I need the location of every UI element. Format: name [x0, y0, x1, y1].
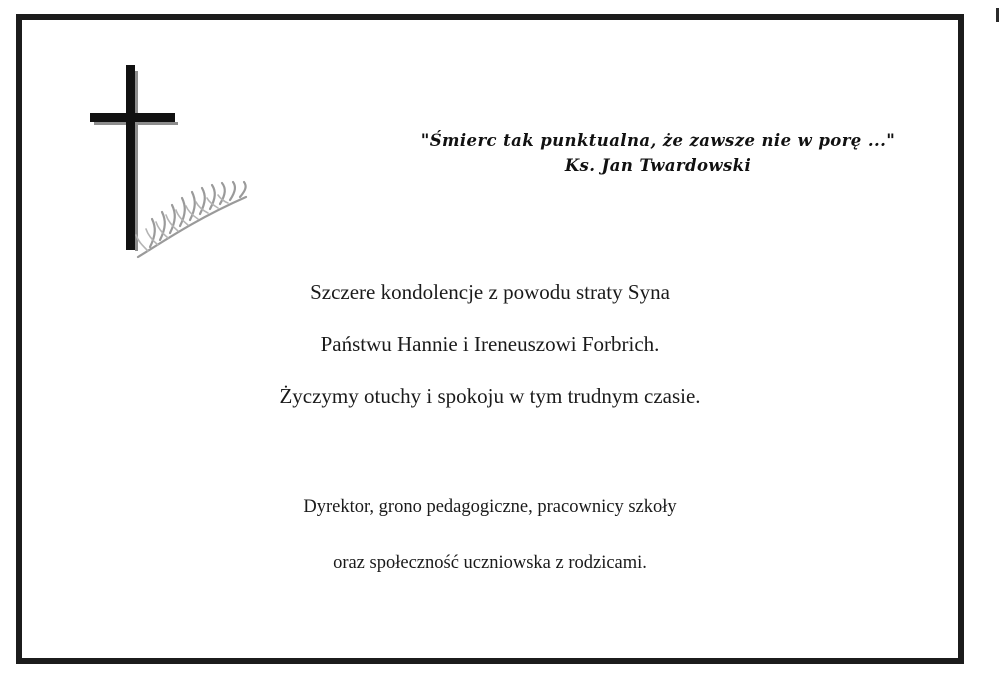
- signature-block: [22, 498, 958, 609]
- quote-text: "Śmierc tak punktualna, że zawsze nie w porę ...": [420, 131, 896, 150]
- emblem: [82, 65, 262, 265]
- message-line-3: Życzymy otuchy i spokoju w tym trudnym czasie.: [279, 384, 701, 408]
- card-frame: [16, 14, 964, 664]
- quote-block: [398, 130, 918, 179]
- palm-branch-icon: [134, 175, 264, 265]
- quote-author: Ks. Jan Twardowski: [564, 156, 752, 176]
- message-line-1: Szczere kondolencje z powodu straty Syna: [310, 280, 670, 304]
- signature-line-1: Dyrektor, grono pedagogiczne, pracownicy szkoły: [303, 497, 677, 517]
- cross-crossbar: [90, 113, 175, 122]
- signature-line-2: oraz społeczność uczniowska z rodzicami.: [333, 552, 647, 573]
- condolence-message: [22, 282, 958, 438]
- message-line-2: Państwu Hannie i Ireneuszowi Forbrich.: [320, 332, 660, 356]
- cross-shadow-horizontal: [94, 122, 178, 125]
- card-inner: [22, 20, 958, 658]
